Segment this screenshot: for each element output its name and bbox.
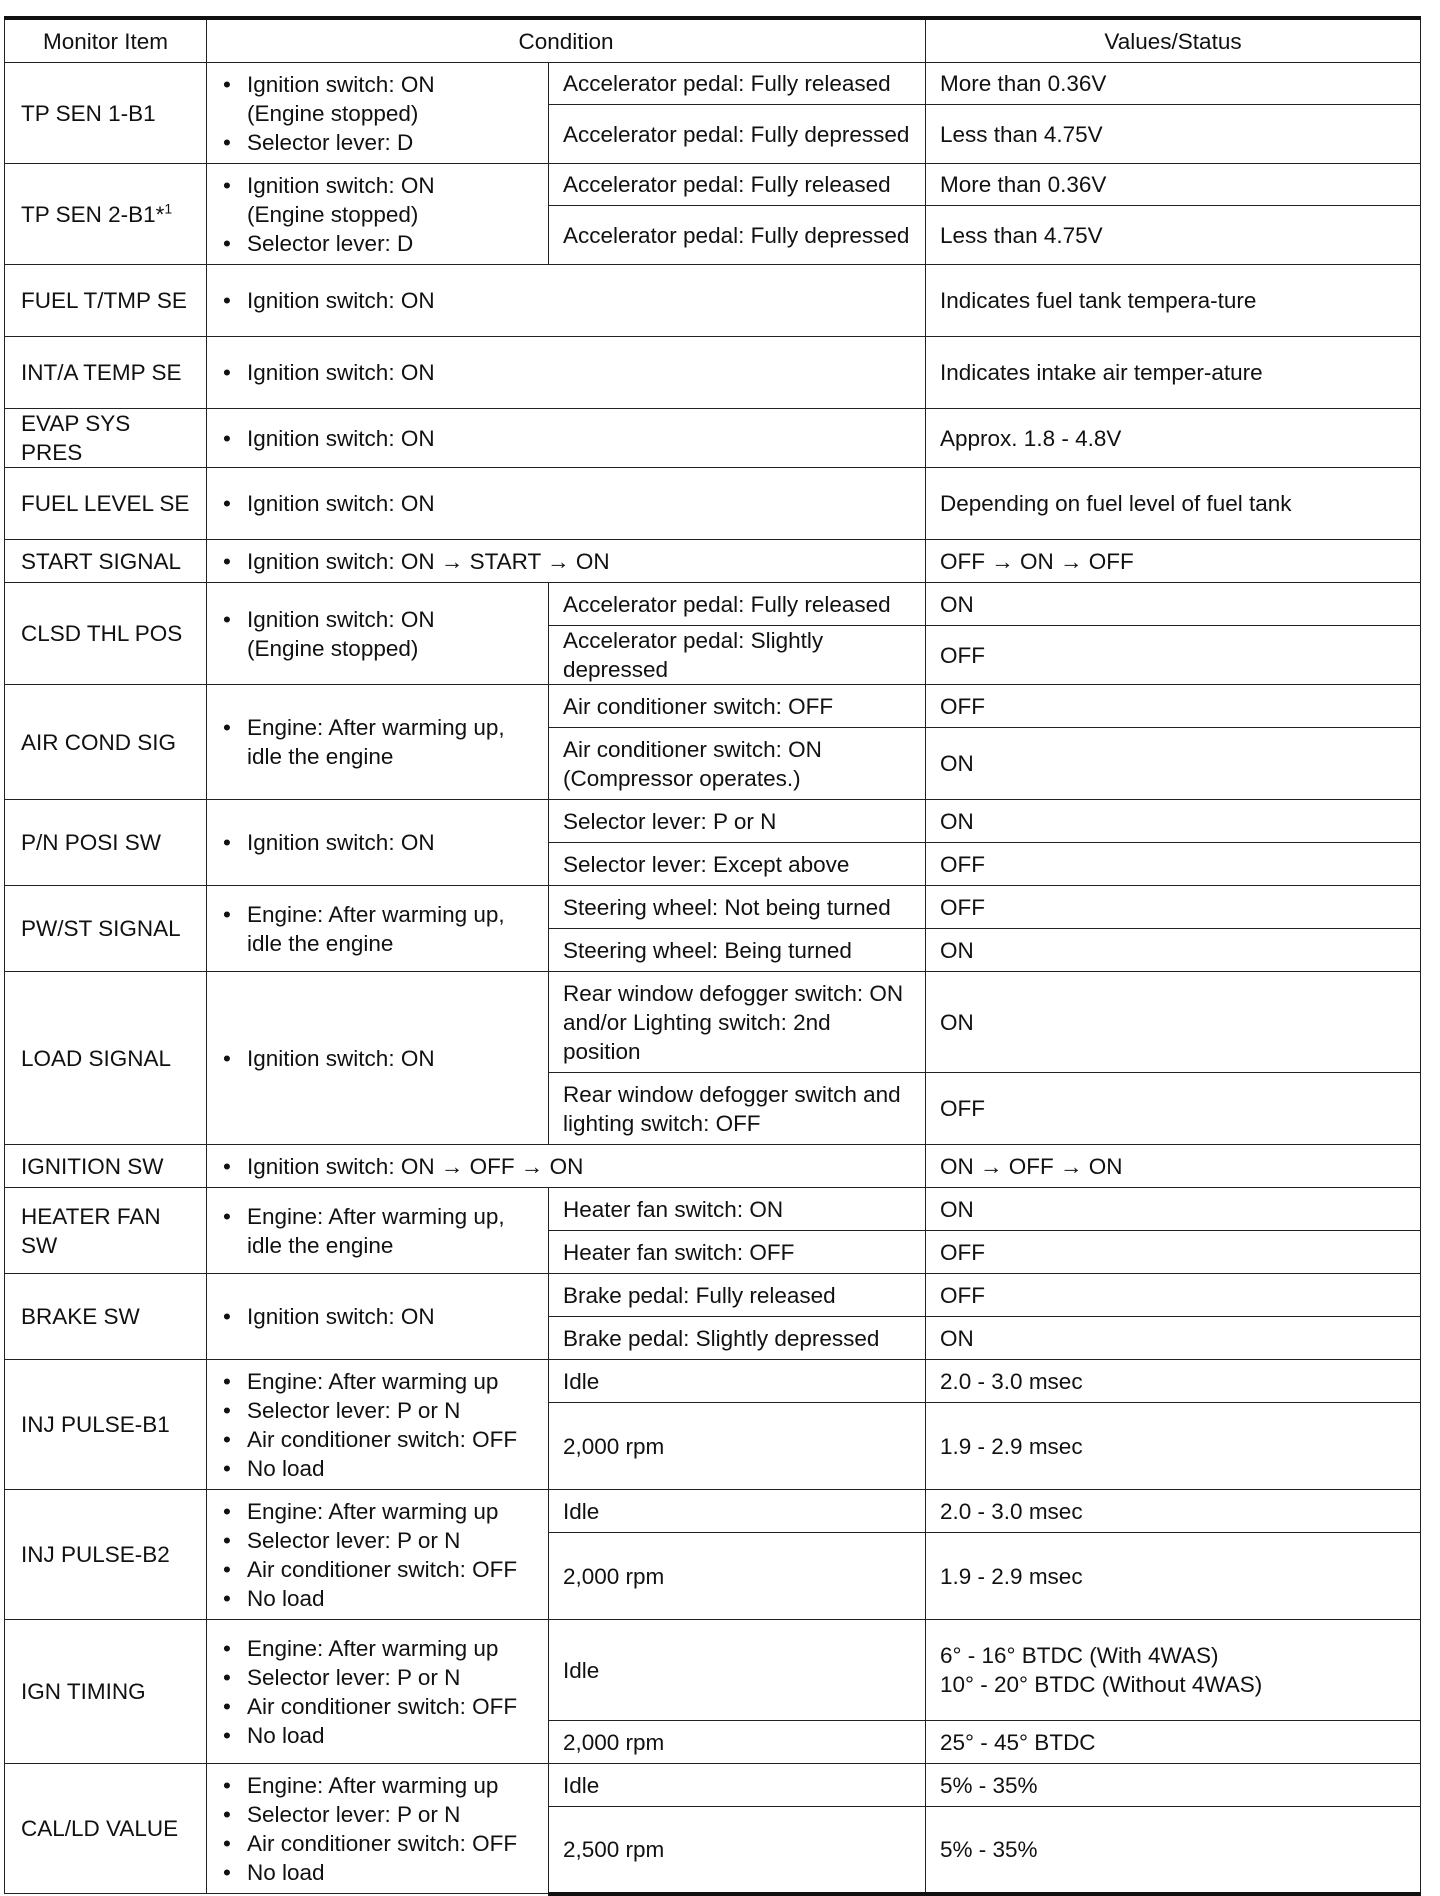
- condition-sub: Accelerator pedal: Slightly depressed: [549, 626, 926, 685]
- value-status: More than 0.36V: [926, 164, 1421, 206]
- value-status: 5% - 35%: [926, 1807, 1421, 1894]
- table-header-row: [5, 18, 1421, 63]
- condition-main: [207, 886, 549, 972]
- value-status: Indicates intake air temper-ature: [926, 337, 1421, 409]
- value-status: 2.0 - 3.0 msec: [926, 1360, 1421, 1403]
- monitor-item: HEATER FAN SW: [5, 1188, 207, 1274]
- table-row: [5, 1620, 1421, 1721]
- table-row: [5, 1188, 1421, 1231]
- condition-bullet: • Ignition switch: ON (Engine stopped): [221, 605, 534, 663]
- condition-main: [207, 1620, 549, 1764]
- value-status: ON: [926, 972, 1421, 1073]
- condition-main: [207, 1145, 926, 1188]
- condition-bullet: • Ignition switch: ON: [221, 424, 911, 453]
- monitor-item: EVAP SYS PRES: [5, 409, 207, 468]
- condition-bullet: • Engine: After warming up, idle the engine: [221, 1202, 534, 1260]
- condition-main: [207, 583, 549, 685]
- condition-bullet: • Engine: After warming up: [221, 1771, 534, 1800]
- monitor-item: AIR COND SIG: [5, 685, 207, 800]
- table-row: [5, 685, 1421, 728]
- condition-bullet: • Ignition switch: ON: [221, 286, 911, 315]
- monitor-item: INJ PULSE-B1: [5, 1360, 207, 1490]
- condition-bullet: • Air conditioner switch: OFF: [221, 1829, 534, 1858]
- condition-sub: Idle: [549, 1764, 926, 1807]
- value-status: Approx. 1.8 - 4.8V: [926, 409, 1421, 468]
- monitor-item: TP SEN 1-B1: [5, 63, 207, 164]
- condition-sub: Brake pedal: Fully released: [549, 1274, 926, 1317]
- condition-main: [207, 800, 549, 886]
- condition-main: [207, 337, 926, 409]
- condition-bullet: • Air conditioner switch: OFF: [221, 1425, 534, 1454]
- monitor-item: START SIGNAL: [5, 540, 207, 583]
- condition-sub: Steering wheel: Not being turned: [549, 886, 926, 929]
- condition-bullet: • No load: [221, 1454, 534, 1483]
- condition-bullet: • Selector lever: P or N: [221, 1663, 534, 1692]
- condition-main: [207, 1490, 549, 1620]
- condition-main: [207, 265, 926, 337]
- value-status: OFF: [926, 1073, 1421, 1145]
- condition-bullet: • Engine: After warming up: [221, 1634, 534, 1663]
- condition-sub: Accelerator pedal: Fully released: [549, 164, 926, 206]
- table-row: [5, 265, 1421, 337]
- condition-sub: 2,000 rpm: [549, 1721, 926, 1764]
- condition-sub: Accelerator pedal: Fully depressed: [549, 105, 926, 164]
- condition-bullet: • Air conditioner switch: OFF: [221, 1692, 534, 1721]
- condition-bullet: • Ignition switch: ON (Engine stopped): [221, 70, 534, 128]
- condition-bullet: • Engine: After warming up: [221, 1367, 534, 1396]
- condition-sub: Idle: [549, 1360, 926, 1403]
- value-status: ON: [926, 583, 1421, 626]
- condition-sub: Rear window defogger switch: ON and/or Lighting switch: 2nd position: [549, 972, 926, 1073]
- monitor-item: INT/A TEMP SE: [5, 337, 207, 409]
- table-row: [5, 583, 1421, 626]
- monitor-item: PW/ST SIGNAL: [5, 886, 207, 972]
- condition-main: [207, 685, 549, 800]
- table-row: [5, 800, 1421, 843]
- monitor-item: IGN TIMING: [5, 1620, 207, 1764]
- condition-bullet: • No load: [221, 1858, 534, 1887]
- monitor-item: BRAKE SW: [5, 1274, 207, 1360]
- header-monitor-item: Monitor Item: [5, 18, 207, 63]
- condition-sub: Idle: [549, 1490, 926, 1533]
- condition-sub: Heater fan switch: ON: [549, 1188, 926, 1231]
- condition-bullet: • Selector lever: P or N: [221, 1526, 534, 1555]
- condition-main: [207, 1188, 549, 1274]
- value-status: More than 0.36V: [926, 63, 1421, 105]
- table-row: [5, 1764, 1421, 1807]
- condition-main: [207, 468, 926, 540]
- condition-sub: Steering wheel: Being turned: [549, 929, 926, 972]
- header-condition: Condition: [207, 18, 926, 63]
- condition-bullet: • Ignition switch: ON: [221, 489, 911, 518]
- condition-main: [207, 540, 926, 583]
- value-status: OFF: [926, 843, 1421, 886]
- monitor-item: INJ PULSE-B2: [5, 1490, 207, 1620]
- value-status: OFF: [926, 1274, 1421, 1317]
- condition-sub: Rear window defogger switch and lighting switch: OFF: [549, 1073, 926, 1145]
- condition-bullet: • Selector lever: P or N: [221, 1396, 534, 1425]
- value-status: OFF: [926, 1231, 1421, 1274]
- condition-sub: Air conditioner switch: ON (Compressor operates.): [549, 728, 926, 800]
- table-row: [5, 972, 1421, 1073]
- value-status: OFF → ON → OFF: [926, 540, 1421, 583]
- condition-bullet: • Selector lever: D: [221, 229, 534, 258]
- condition-sub: Heater fan switch: OFF: [549, 1231, 926, 1274]
- condition-bullet: • Ignition switch: ON → OFF → ON: [221, 1152, 911, 1181]
- condition-sub: Accelerator pedal: Fully depressed: [549, 206, 926, 265]
- condition-main: [207, 1764, 549, 1894]
- value-status: Depending on fuel level of fuel tank: [926, 468, 1421, 540]
- condition-sub: 2,000 rpm: [549, 1403, 926, 1490]
- condition-bullet: • Air conditioner switch: OFF: [221, 1555, 534, 1584]
- value-status: Less than 4.75V: [926, 206, 1421, 265]
- value-status: OFF: [926, 685, 1421, 728]
- value-status: ON: [926, 1188, 1421, 1231]
- value-status: OFF: [926, 886, 1421, 929]
- value-status: 1.9 - 2.9 msec: [926, 1533, 1421, 1620]
- monitor-item: CAL/LD VALUE: [5, 1764, 207, 1894]
- condition-sub: Brake pedal: Slightly depressed: [549, 1317, 926, 1360]
- monitor-item: P/N POSI SW: [5, 800, 207, 886]
- monitor-item: FUEL T/TMP SE: [5, 265, 207, 337]
- value-status: 6° - 16° BTDC (With 4WAS) 10° - 20° BTDC (Without 4WAS): [926, 1620, 1421, 1721]
- value-status: ON: [926, 800, 1421, 843]
- monitor-item: FUEL LEVEL SE: [5, 468, 207, 540]
- value-status: 1.9 - 2.9 msec: [926, 1403, 1421, 1490]
- value-status: ON → OFF → ON: [926, 1145, 1421, 1188]
- monitor-item: TP SEN 2-B1*$^1$: [5, 164, 207, 265]
- condition-bullet: • Ignition switch: ON: [221, 828, 534, 857]
- value-status: Less than 4.75V: [926, 105, 1421, 164]
- table-row: [5, 1274, 1421, 1317]
- table-row: [5, 337, 1421, 409]
- condition-bullet: • Selector lever: P or N: [221, 1800, 534, 1829]
- monitor-item: LOAD SIGNAL: [5, 972, 207, 1145]
- value-status: OFF: [926, 626, 1421, 685]
- condition-bullet: • Engine: After warming up, idle the engine: [221, 713, 534, 771]
- value-status: 2.0 - 3.0 msec: [926, 1490, 1421, 1533]
- monitor-item-table: [4, 16, 1421, 1896]
- value-status: Indicates fuel tank tempera-ture: [926, 265, 1421, 337]
- condition-main: [207, 409, 926, 468]
- table-row: [5, 164, 1421, 206]
- condition-bullet: • Ignition switch: ON → START → ON: [221, 547, 911, 576]
- condition-bullet: • Ignition switch: ON (Engine stopped): [221, 171, 534, 229]
- condition-bullet: • Ignition switch: ON: [221, 358, 911, 387]
- condition-sub: Air conditioner switch: OFF: [549, 685, 926, 728]
- monitor-item-table-wrapper: [4, 16, 1420, 1896]
- condition-bullet: • Engine: After warming up, idle the engine: [221, 900, 534, 958]
- condition-sub: 2,500 rpm: [549, 1807, 926, 1894]
- condition-main: [207, 972, 549, 1145]
- condition-bullet: • Ignition switch: ON: [221, 1044, 534, 1073]
- table-row: [5, 540, 1421, 583]
- monitor-item: CLSD THL POS: [5, 583, 207, 685]
- condition-sub: Accelerator pedal: Fully released: [549, 63, 926, 105]
- value-status: ON: [926, 1317, 1421, 1360]
- monitor-item: IGNITION SW: [5, 1145, 207, 1188]
- condition-bullet: • No load: [221, 1584, 534, 1613]
- table-row: [5, 1490, 1421, 1533]
- condition-main: [207, 63, 549, 164]
- condition-sub: Accelerator pedal: Fully released: [549, 583, 926, 626]
- condition-bullet: • Selector lever: D: [221, 128, 534, 157]
- condition-bullet: • No load: [221, 1721, 534, 1750]
- condition-main: [207, 1360, 549, 1490]
- table-row: [5, 1360, 1421, 1403]
- table-row: [5, 468, 1421, 540]
- condition-sub: Selector lever: Except above: [549, 843, 926, 886]
- condition-main: [207, 164, 549, 265]
- value-status: 5% - 35%: [926, 1764, 1421, 1807]
- condition-main: [207, 1274, 549, 1360]
- condition-sub: Idle: [549, 1620, 926, 1721]
- value-status: 25° - 45° BTDC: [926, 1721, 1421, 1764]
- table-row: [5, 409, 1421, 468]
- value-status: ON: [926, 929, 1421, 972]
- value-status: ON: [926, 728, 1421, 800]
- table-row: [5, 886, 1421, 929]
- table-row: [5, 63, 1421, 105]
- table-row: [5, 1145, 1421, 1188]
- condition-bullet: • Engine: After warming up: [221, 1497, 534, 1526]
- header-values-status: Values/Status: [926, 18, 1421, 63]
- condition-sub: Selector lever: P or N: [549, 800, 926, 843]
- condition-bullet: • Ignition switch: ON: [221, 1302, 534, 1331]
- condition-sub: 2,000 rpm: [549, 1533, 926, 1620]
